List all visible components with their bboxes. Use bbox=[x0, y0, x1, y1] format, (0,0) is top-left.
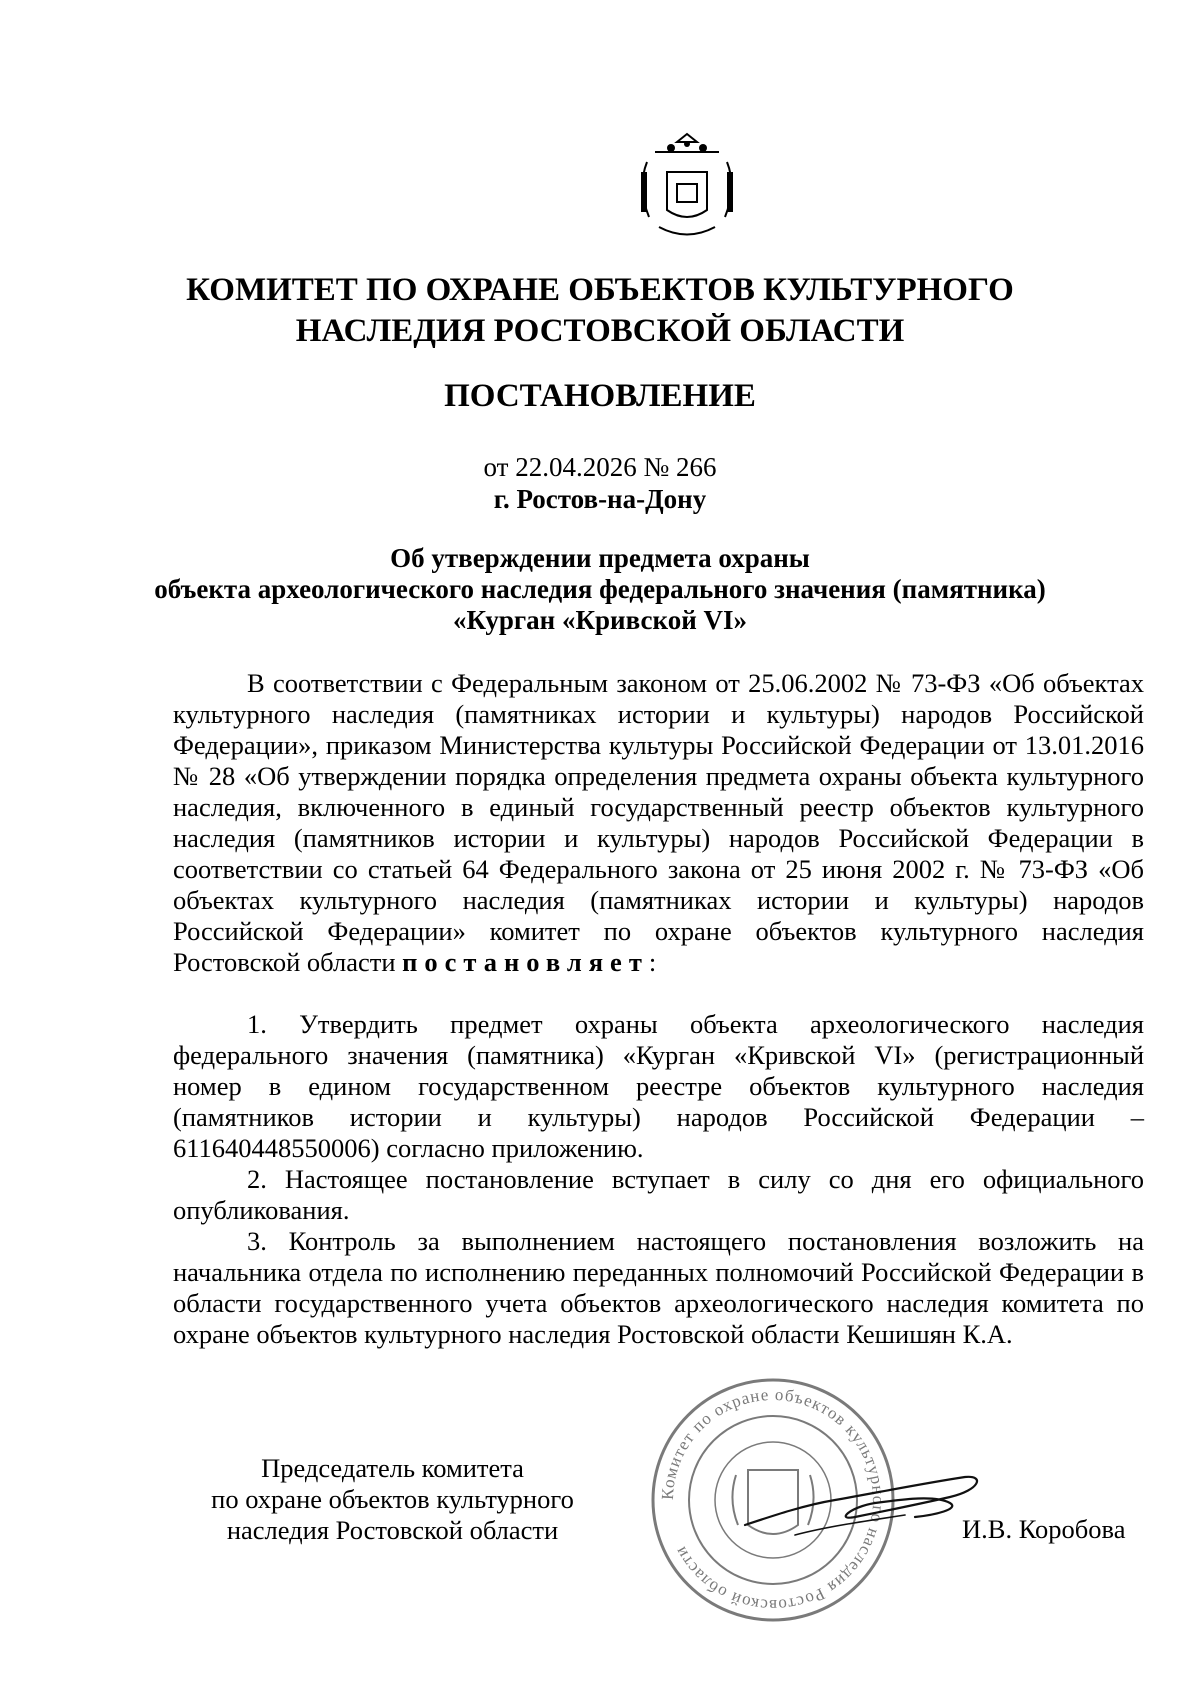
signatory-title-line3: наследия Ростовской области bbox=[226, 1515, 559, 1545]
organization-name bbox=[0, 270, 1200, 352]
document-body bbox=[173, 668, 1144, 1350]
signatory-name: И.В. Коробова bbox=[962, 1514, 1126, 1544]
list-item: 2. Настоящее постановление вступает в силу со дня его официального опубликования. bbox=[173, 1164, 1144, 1225]
list-item: 3. Контроль за выполнением настоящего постановления возложить на начальника отдела по исполнению переданных полномочий Российской Федерации в области государственного учета объектов археологического наследия комитета по охране объектов культурного наследия Ростовской области Кешишян К.А. bbox=[173, 1226, 1144, 1349]
seal-ring-text: Комитет по охране объектов культурного наследия Ростовской области bbox=[657, 1384, 889, 1616]
list-item: 1. Утвердить предмет охраны объекта археологического наследия федерального значения (памятника) «Курган «Кривской VI» (регистрационный номер в едином государственном реестре объектов культурного наследия (памятников истории и культуры) народов Российской Федерации – 611640448550006) согласно приложению. bbox=[173, 1009, 1144, 1163]
subject-line1: Об утверждении предмета охраны bbox=[390, 543, 810, 573]
document-type: ПОСТАНОВЛЕНИЕ bbox=[444, 378, 756, 414]
decree-colon: : bbox=[648, 947, 657, 977]
subject-line3: «Курган «Кривской VI» bbox=[452, 605, 748, 635]
preamble-text: В соответствии с Федеральным законом от 25.06.2002 № 73-ФЗ «Об объектах культурного наследия (памятниках истории и культуры) народов Российской Федерации», приказом Министерства культуры Российской Федерации от 13.01.2016 № 28 «Об утверждении порядка определения предмета охраны объекта культурного наследия, включенного в единый государственный реестр объектов культурного наследия (памятников истории и культуры) народов Российской Федерации в соответствии со статьей 64 Федерального закона от 25 июня 2002 г. № 73-ФЗ «Об объектах культурного наследия (памятниках истории и культуры) народов Российской Федерации» комитет по охране объектов культурного наследия Ростовской области bbox=[173, 668, 1144, 977]
coat-of-arms-icon bbox=[627, 132, 747, 248]
signatory-title-line2: по охране объектов культурного bbox=[211, 1484, 574, 1514]
handwritten-signature bbox=[735, 1455, 985, 1555]
document-date-number: от 22.04.2026 № 266 bbox=[483, 452, 717, 482]
preamble-paragraph bbox=[173, 668, 1144, 978]
document-subject bbox=[0, 543, 1200, 636]
decree-word: постановляет bbox=[402, 947, 649, 977]
document-city: г. Ростов-на-Дону bbox=[493, 484, 707, 514]
organization-name-line1: КОМИТЕТ ПО ОХРАНЕ ОБЪЕКТОВ КУЛЬТУРНОГО bbox=[186, 272, 1014, 308]
organization-name-line2: НАСЛЕДИЯ РОСТОВСКОЙ ОБЛАСТИ bbox=[295, 313, 905, 349]
signatory-title bbox=[180, 1453, 605, 1546]
signatory-title-line1: Председатель комитета bbox=[261, 1453, 524, 1483]
subject-line2: объекта археологического наследия федерального значения (памятника) bbox=[154, 574, 1046, 604]
